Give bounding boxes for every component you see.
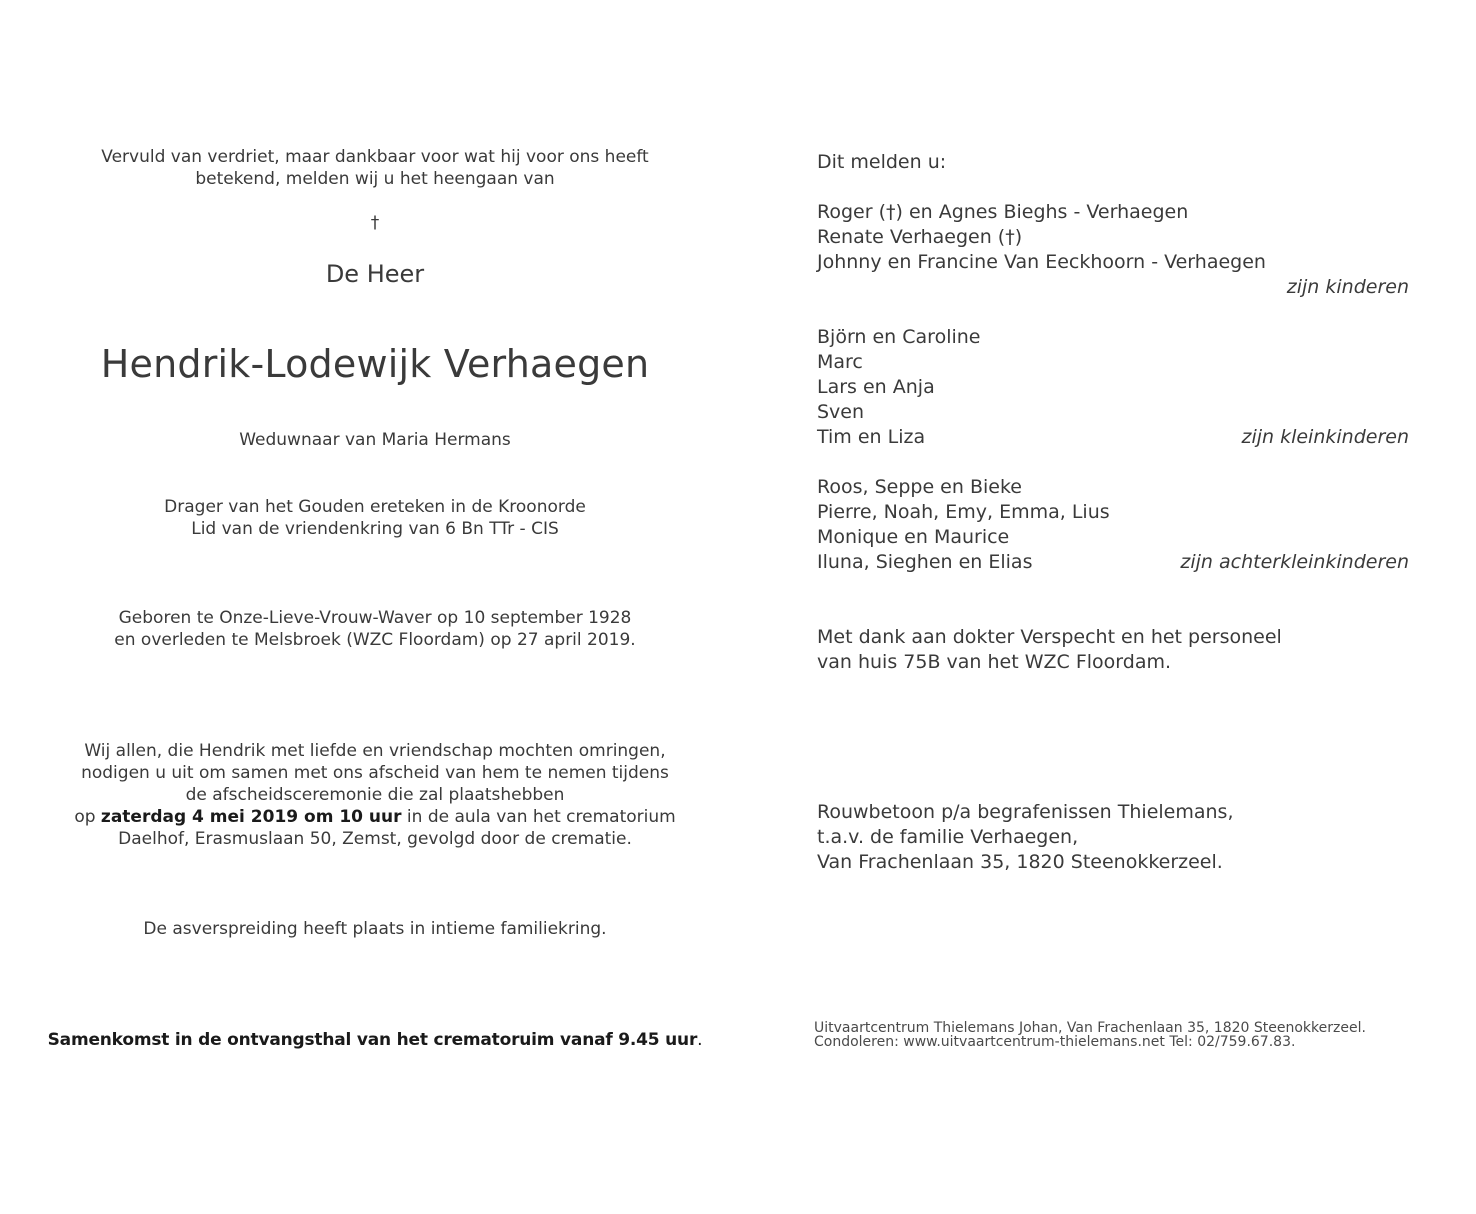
intro-text [60,146,690,190]
gathering-suffix: . [697,1030,703,1050]
thanks-line: Met dank aan dokter Verspecht en het personeel [817,626,1282,648]
funeral-home-footer [814,1021,1366,1049]
child-name: Renate Verhaegen (†) [817,226,1023,248]
honorific: De Heer [325,260,425,288]
death-line: en overleden te Melsbroek (WZC Floordam) op 27 april 2019. [114,630,636,650]
list-item [817,225,1409,250]
honours-text [60,496,690,540]
list-item [817,525,1409,550]
list-item [817,375,1409,400]
children-role: zijn kinderen [1286,276,1409,298]
gathering-bold: Samenkomst in de ontvangsthal van het crematoruim vanaf 9.45 uur [47,1030,698,1050]
honours-line: Drager van het Gouden ereteken in de Kroonorde [164,497,586,517]
address-line: t.a.v. de familie Verhaegen, [817,826,1079,848]
ceremony-date: zaterdag 4 mei 2019 om 10 uur [100,807,402,827]
grandchild-name: Sven [817,401,865,423]
birth-line: Geboren te Onze-Lieve-Vrouw-Waver op 10 september 1928 [118,608,632,628]
grandchildren-list [817,325,1409,450]
honours-line: Lid van de vriendenkring van 6 Bn TTr - CIS [191,519,559,539]
cross-symbol: † [370,213,380,233]
list-item [817,350,1409,375]
footer-line: Uitvaartcentrum Thielemans Johan, Van Frachenlaan 35, 1820 Steenokkerzeel. [814,1020,1366,1036]
notice-heading: Dit melden u: [817,151,947,173]
child-name: Johnny en Francine Van Eeckhoorn - Verhaegen [817,251,1266,273]
great-grandchild-name: Pierre, Noah, Emy, Emma, Lius [817,501,1110,523]
list-item [817,425,1409,450]
footer-line: Condoleren: www.uitvaartcentrum-thielemans.net Tel: 02/759.67.83. [814,1034,1296,1050]
list-item [817,400,1409,425]
invitation-line: nodigen u uit om samen met ons afscheid van hem te nemen tijdens [81,763,669,783]
invitation-suffix: in de aula van het crematorium [401,807,676,827]
intro-line: betekend, melden wij u het heengaan van [195,169,555,189]
great-grandchild-name: Monique en Maurice [817,526,1010,548]
grandchild-name: Tim en Liza [817,426,926,448]
invitation-date-line [40,806,710,828]
grandchild-name: Marc [817,351,863,373]
widower-text: Weduwnaar van Maria Hermans [239,430,511,450]
invitation-line: Wij allen, die Hendrik met liefde en vriendschap mochten omringen, [84,741,666,761]
intro-line: Vervuld van verdriet, maar dankbaar voor wat hij voor ons heeft [101,147,649,167]
list-item [817,250,1409,275]
great-grandchild-name: Roos, Seppe en Bieke [817,476,1022,498]
invitation-line: Daelhof, Erasmuslaan 50, Zemst, gevolgd door de crematie. [118,829,632,849]
condolence-address [817,800,1409,875]
ash-scattering-text: De asverspreiding heeft plaats in intieme familiekring. [143,919,607,939]
grandchildren-role: zijn kleinkinderen [1241,426,1409,448]
birth-death-text [60,607,690,651]
invitation-text [40,740,710,850]
address-line: Van Frachenlaan 35, 1820 Steenokkerzeel. [817,851,1223,873]
children-list [817,200,1409,300]
thanks-line: van huis 75B van het WZC Floordam. [817,651,1172,673]
great-grandchildren-list [817,475,1409,575]
great-grandchild-name: Iluna, Sieghen en Elias [817,551,1033,573]
invitation-prefix: op [74,807,101,827]
gathering-text [40,1029,710,1051]
address-line: Rouwbetoon p/a begrafenissen Thielemans, [817,801,1234,823]
thanks-text [817,625,1409,675]
grandchild-name: Björn en Caroline [817,326,981,348]
list-item [817,200,1409,225]
list-item [817,550,1409,575]
child-name: Roger (†) en Agnes Bieghs - Verhaegen [817,201,1189,223]
list-item [817,275,1409,300]
list-item [817,475,1409,500]
invitation-line: de afscheidsceremonie die zal plaatshebben [185,785,565,805]
deceased-name: Hendrik-Lodewijk Verhaegen [100,342,650,386]
great-grandchildren-role: zijn achterkleinkinderen [1180,551,1409,573]
list-item [817,325,1409,350]
grandchild-name: Lars en Anja [817,376,935,398]
list-item [817,500,1409,525]
